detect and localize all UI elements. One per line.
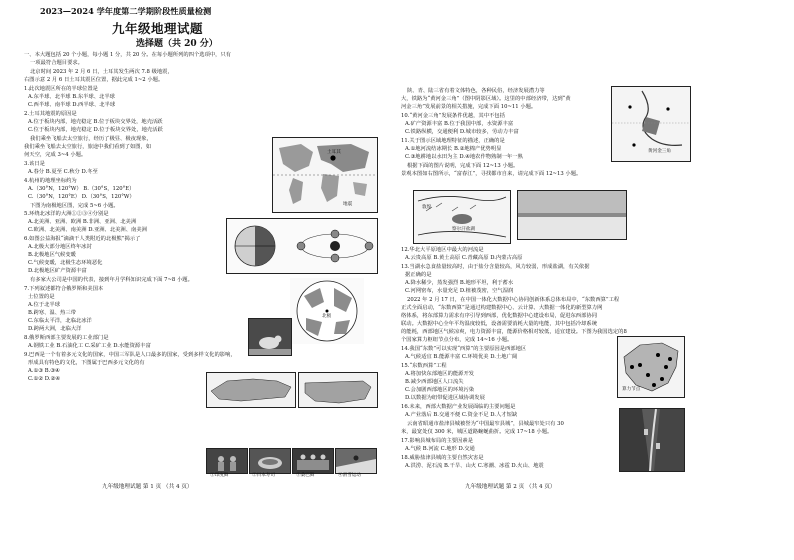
photo-2 xyxy=(249,448,291,474)
option-line: C.位于板块内部，地壳稳定 D.位于板块交界处，地壳活跃 xyxy=(28,127,163,133)
option-line: C.③地耕地以水田为主 D.④地农作物熟制一年一熟 xyxy=(405,154,523,160)
exam-page-2 xyxy=(397,0,794,560)
passage-line: 右图示意 2 月 6 日土耳其震区位置，据此完成 1~2 小题。 xyxy=(24,77,164,83)
passage-line: 北京时间 2023 年 2 月 6 日，土耳其发生两次 7.8 级地震， xyxy=(30,69,173,75)
question-6: 6.如图公益海报“滴滴干人类附近的北极熊”揭示了 xyxy=(24,236,141,242)
question-2: 2.土耳其地震的原因是 xyxy=(24,111,77,117)
passage-line: 河金三角”发展前景的相关措施，完成下面 10~11 小题。 xyxy=(401,104,537,110)
question-15: 15.“东数西算”工程 xyxy=(401,363,447,369)
option-line: B.北极地区气候变暖 xyxy=(28,252,76,258)
option-line: A.钢铁工业 B.石油化工 C.采矿工业 D.水能资源丰富 xyxy=(28,343,151,349)
question-16: 16.未来，西部大数据产业发展面临的主要问题是 xyxy=(401,404,516,410)
option-line: C.河网密布，水量充足 D.植被茂密，空气湿润 xyxy=(405,288,514,294)
salt-lake-photo xyxy=(517,190,627,240)
question-14: 14.我国“东数”可以实现“西算”的主要原因是西部地区 xyxy=(401,346,527,352)
figure-label: 黄河金三角 xyxy=(648,149,671,154)
passage-line: 有多家大公司是中国的代表，接到年月学科知识完成下面 7~8 小题。 xyxy=(30,277,193,283)
question-9: 9.巴西是一个有着多元文化的国家，中国三军队是人口最多的国家，受到多样文化的影响， xyxy=(24,352,236,358)
question-13-cont: 据正确的是 xyxy=(405,272,432,278)
question-12: 12.华北大平原地区中最大的河流是 xyxy=(401,247,484,253)
arctic-map-figure xyxy=(290,278,364,344)
photo-4 xyxy=(335,448,377,474)
figure-legend: 算力节点 xyxy=(622,387,641,392)
option-line: A.气候适宜 B.能源丰富 C.环境优美 D.土地广阔 xyxy=(405,354,518,360)
instruction-line-2: 一项最符合题目要求。 xyxy=(30,60,83,66)
passage-line: 陕、青、陆三省有着文体特色，各种民俗，经济发展潜力等 xyxy=(407,88,545,94)
figure-label: 察尔汗盐湖 xyxy=(452,227,475,232)
option-line: A.云贵高原 B.黄土高原 C.青藏高原 D.内蒙古高原 xyxy=(405,255,523,261)
option-line: D.北极地区矿产资源丰富 xyxy=(28,268,87,274)
world-map-icon xyxy=(273,138,377,212)
polar-map-icon xyxy=(290,278,364,344)
section-title: 选择题（共 20 分） xyxy=(136,39,218,49)
passage-line: 络体系，将东部算力需求有序引导到西部，优化数据中心建设布局，促进东西部协同 xyxy=(401,313,597,319)
option-line: A.位于板块内部，地壳稳定 B.位于板块交界处，地壳活跃 xyxy=(28,119,163,125)
question-10: 10.“黄河金三角”发展条件优越，其中不包括 xyxy=(401,113,505,119)
option-line: C.铁路纵横，交通便利 D.城市较多，劳动力丰富 xyxy=(405,129,519,135)
option-line: A.北极大部分地区终年冰封 xyxy=(28,244,92,250)
option-line: C.①② D.②④ xyxy=(28,376,60,382)
page-footer-2: 九年级地理试题 第 2 页 （共 4 页） xyxy=(465,484,556,490)
page-footer-1: 九年级地理试题 第 1 页 （共 4 页） xyxy=(102,484,193,490)
figure-legend: 地震 xyxy=(343,202,353,207)
question-7-cont: 土位置的是 xyxy=(28,294,55,300)
passage-line: 正式全面启动，“东数西算”是通过构建数据中心、云计算、大数据一体化的新型算力网 xyxy=(401,305,603,311)
figure-label: 北极 xyxy=(322,314,332,319)
passage-line: 联动。大数据中心全年平均温度较低，设备需要消耗大量的电能，其中包括冷却系统 xyxy=(401,321,597,327)
dance-photo-icon xyxy=(207,449,247,473)
photo-1 xyxy=(206,448,248,474)
passage-line: 根据下面的图片说明，完成下面 12~13 小题。 xyxy=(407,163,519,169)
option-line: C.（30°N，120°E） D.（30°S，120°W） xyxy=(28,194,135,200)
passage-line: 个国家算力枢纽节点分布，完成 14~16 小题。 xyxy=(401,337,513,343)
passage-line: 2022 年 2 月 17 日，在中国一体化大数据中心协同创新体系总体布局中，“东数西算”工程 xyxy=(407,297,620,303)
option-line: A.春分 B.夏至 C.秋分 D.冬至 xyxy=(28,169,98,175)
figure-label: 土耳其 xyxy=(327,150,341,155)
qaidam-map-figure xyxy=(413,190,511,244)
ski-photo-icon xyxy=(336,449,376,473)
option-line: A.（30°N，120°W） B.（30°S，120°E） xyxy=(28,186,135,192)
figure-label: 敦煌 xyxy=(422,205,432,210)
photo-caption-3: ③桑巴舞 xyxy=(296,473,315,478)
passage-line: 景观本图如右图所示，“富春江”，寻找都市自来，请完成下面 12~13 小题。 xyxy=(401,171,582,177)
passage-line: 我们乘坐飞船去太空旅行，经历了极昼、极夜现象， xyxy=(30,136,152,142)
option-line: C.西半球、南半球 D.西半球、北半球 xyxy=(28,102,116,108)
salt-lake-icon xyxy=(518,191,626,239)
valley-town-icon xyxy=(620,409,684,471)
option-line: A.矿产资源丰富 B.位于我国中部，水资源丰富 xyxy=(405,121,514,127)
option-line: C.气候变暖，北极生态环境恶化 xyxy=(28,260,103,266)
china-nodes-map-figure xyxy=(617,336,685,398)
passage-line: 云南省昭通市盐津县城被誉为“中国最窄县城”，县城最窄处只有 30 xyxy=(407,421,564,427)
option-line: A.产业落后 B.交通不便 C.资金不足 D.人才短缺 xyxy=(405,412,518,418)
question-4: 4.杭州的地理坐标约为 xyxy=(24,178,77,184)
yanjin-town-photo xyxy=(619,408,685,472)
passage-line: 下图为南极地区图，完成 5~6 小题。 xyxy=(30,203,119,209)
option-line: D.跨两大洲，北临大洋 xyxy=(28,326,82,332)
option-line: A.将加快东部地区的能源开发 xyxy=(405,371,475,377)
question-3: 3.该日是 xyxy=(24,161,45,167)
polar-bear-poster xyxy=(248,318,292,356)
usa-map-figure xyxy=(298,372,378,408)
option-line: C.东临太平洋，北临北冰洋 xyxy=(28,318,92,324)
passage-line: 米，最宽处仅 300 米，城区道路蜿蜒曲折。完成 17~18 小题。 xyxy=(401,429,553,435)
question-17: 17.影响县城布局的主要因素是 xyxy=(401,438,473,444)
food-photo-icon xyxy=(250,449,290,473)
option-line: B.跨寒、温、热三带 xyxy=(28,310,76,316)
russia-map-figure xyxy=(206,372,296,408)
passage-line: 的能耗，西部地区气候凉爽，电力资源丰富，能源价格相对较低，适宜建设。下图为我国选定的8 xyxy=(401,329,627,335)
option-line: A.北美洲、亚洲、欧洲 B.非洲、亚洲、北美洲 xyxy=(28,219,137,225)
passage-line: 大，铁路为“黄河金三角”（图中阴影区域）。这里的中部经济带，达到“黄 xyxy=(401,96,571,102)
photo-3 xyxy=(292,448,334,474)
question-13: 13.当湖水急食盐量较高时，由于盐分含量较高，风力较弱，形成盐湖，有关依据 xyxy=(401,264,590,270)
question-7: 7.下列叙述都符合俄罗斯和美国本 xyxy=(24,286,104,292)
question-1: 1.此次地震区所在的半球位置是 xyxy=(24,86,98,92)
option-line: A.洪涝、泥石流 B.干旱、山火 C.寒潮、冰雹 D.火山、地震 xyxy=(405,463,544,469)
basin-map-icon xyxy=(414,191,510,243)
option-line: C.欧洲、北美洲、南美洲 D.亚洲、北美洲、南美洲 xyxy=(28,227,147,233)
yellow-river-map-figure xyxy=(611,86,691,162)
option-line: A.降水稀少，蒸发强烈 B.地形平坦，利于蓄水 xyxy=(405,280,514,286)
question-11: 11.关于图示区域地理特征的描述，正确的是 xyxy=(401,138,505,144)
photo-caption-2: ②日本寿司 xyxy=(252,473,275,478)
passage-line: 我们乘坐飞船去太空旅行，旅途中我们看到了如图，如 xyxy=(24,144,152,150)
option-line: A.位于北半球 xyxy=(28,302,60,308)
option-line: A.气候 B.河流 C.地形 D.交通 xyxy=(405,446,475,452)
paper-title: 九年级地理试题 xyxy=(112,21,204,36)
question-8: 8.俄罗斯西部主要发展的工业部门是 xyxy=(24,335,109,341)
option-line: B.减少西部地区人口流失 xyxy=(405,379,464,385)
question-5: 5.环绕北冰洋的大洲①②③④分别是 xyxy=(24,211,109,217)
usa-map-icon xyxy=(299,373,377,407)
earth-orbit-icon xyxy=(227,219,377,273)
polar-bear-icon xyxy=(249,319,291,355)
photo-caption-1: ①印度舞 xyxy=(210,473,229,478)
option-line: C.会加剧西部地区的环境污染 xyxy=(405,387,475,393)
option-line: D.以数据为纽带促进区域协调发展 xyxy=(405,395,485,401)
earthquake-map-figure xyxy=(272,137,378,213)
option-line: A.①地河流结冰期长 B.②地棉产优势明显 xyxy=(405,146,502,152)
passage-line: 何天空，完成 3~4 小题。 xyxy=(24,152,87,158)
option-line: A.东半球、北半球 B.东半球、北半球 xyxy=(28,94,115,100)
exam-title: 2023—2024 学年度第二学期阶段性质量检测 xyxy=(40,6,212,16)
orbit-diagram-figure xyxy=(226,218,378,274)
question-9-cont: 形成具有特色的文化，下图属于巴西多元文化的有 xyxy=(28,360,145,366)
photo-caption-4: ④滑雪运动 xyxy=(338,473,361,478)
option-line: A.①③ B.③④ xyxy=(28,368,60,374)
russia-map-icon xyxy=(207,373,295,407)
samba-photo-icon xyxy=(293,449,333,473)
instruction-line-1: 一、本大题包括 20 个小题，每小题 1 分，共 20 分。在每小题所列的四个选项中，只有 xyxy=(24,52,232,58)
question-18: 18.威胁盐津县城的主要自然灾害是 xyxy=(401,455,484,461)
